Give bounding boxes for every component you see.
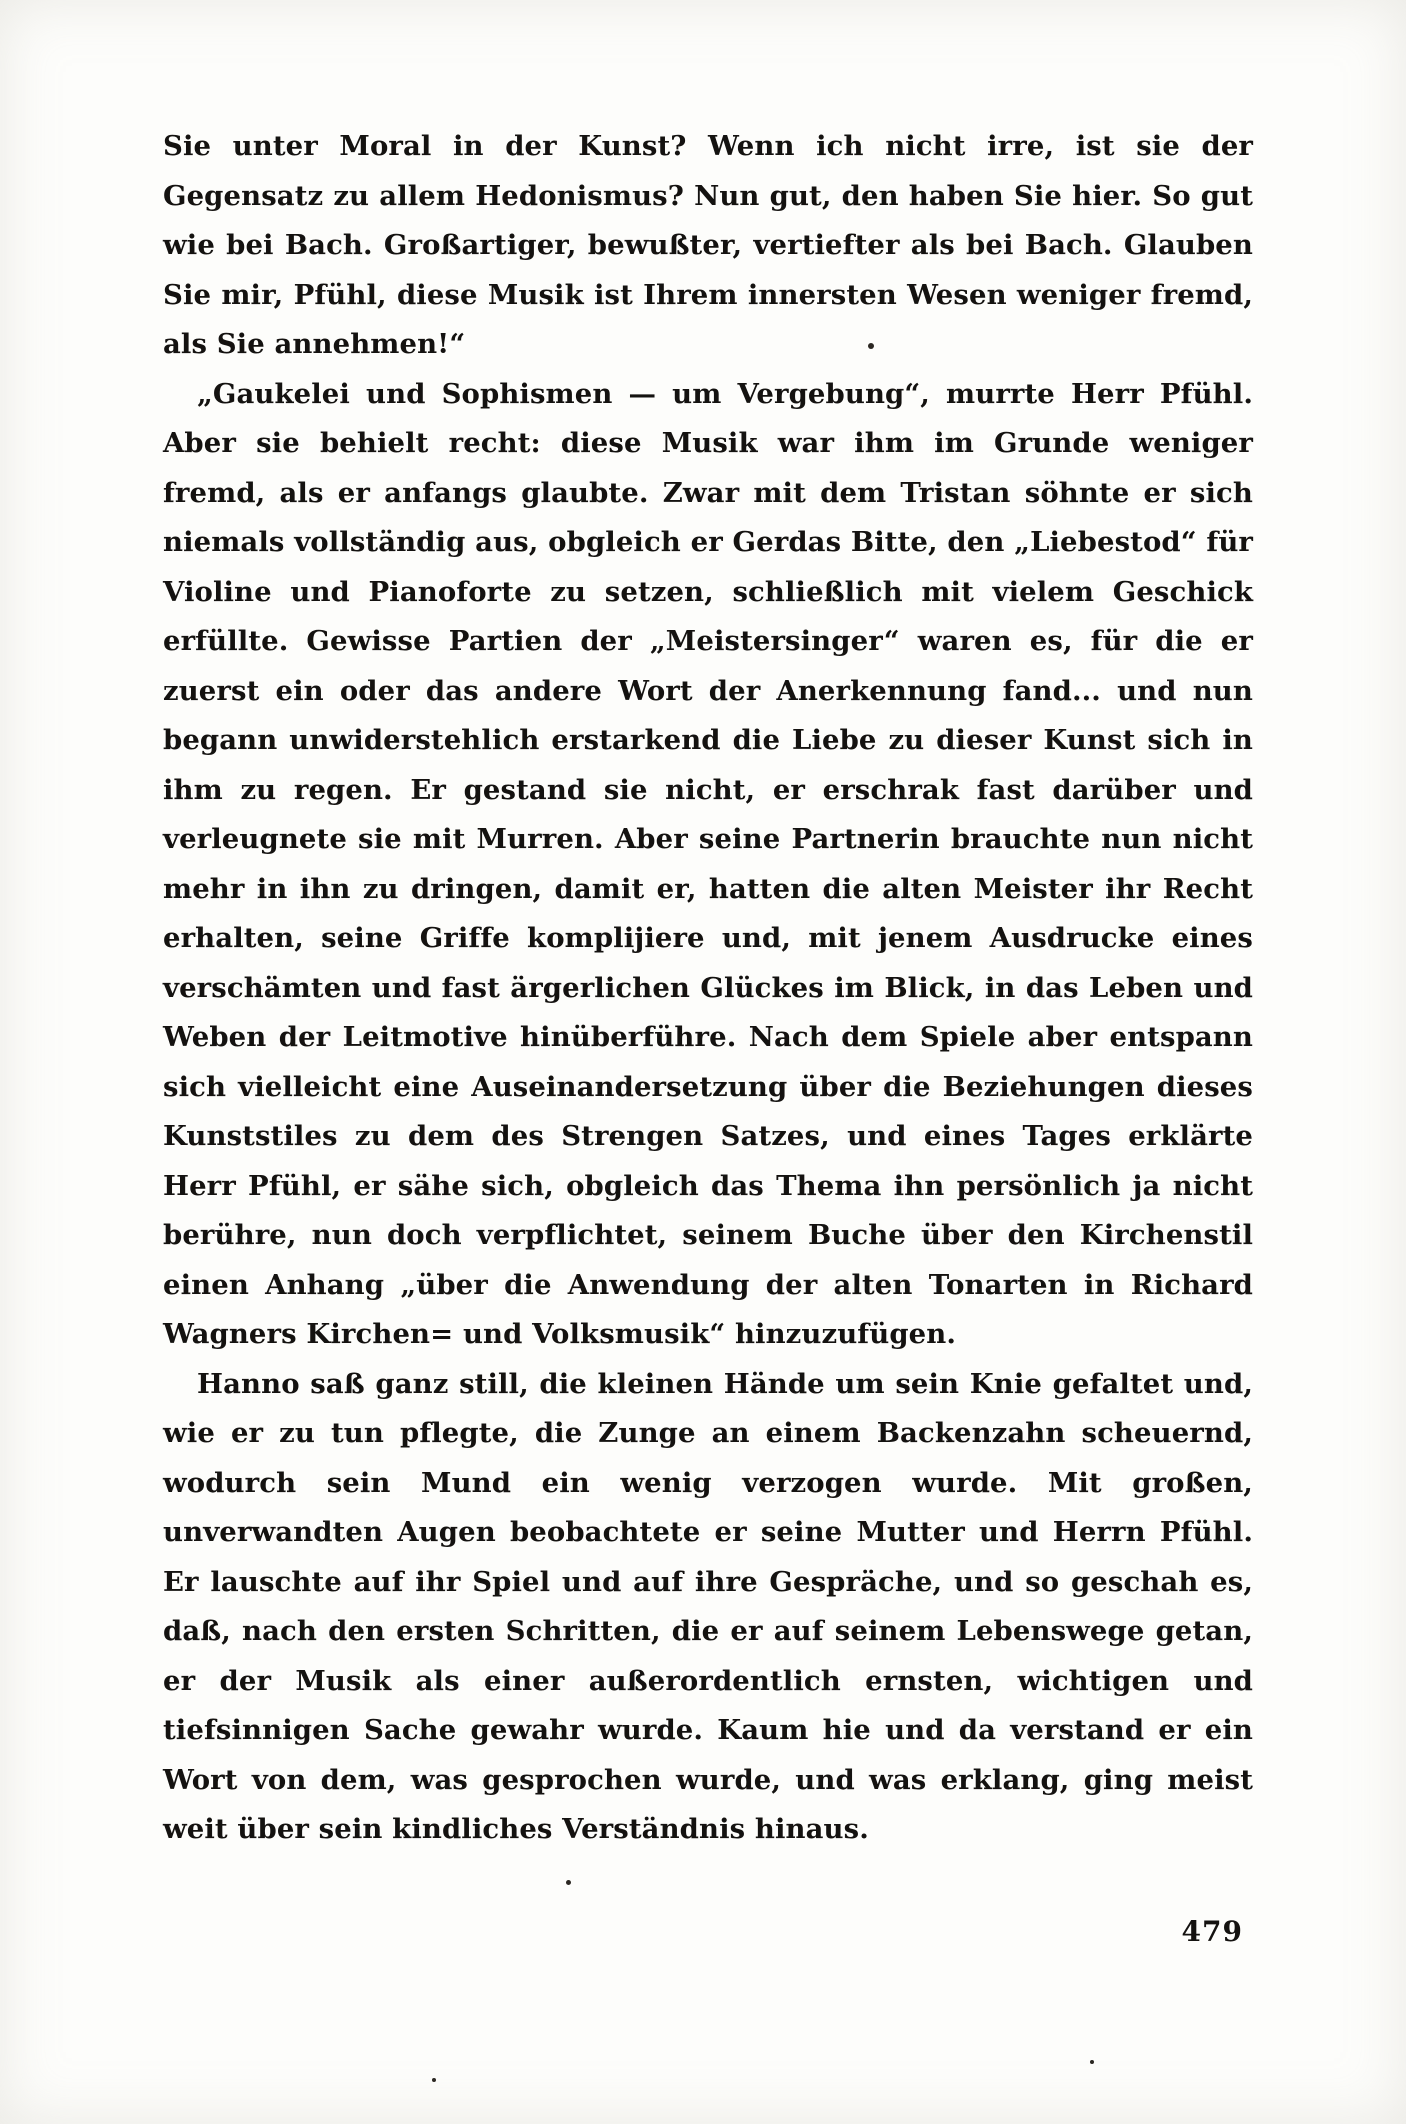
page-number: 479 [1181, 1915, 1243, 1948]
scan-speck [1090, 2060, 1094, 2064]
page-text-block [163, 122, 1253, 1855]
paragraph: Sie unter Moral in der Kunst? Wenn ich nicht irre, ist sie der Gegensatz zu allem Hedonismus? Nun gut, den haben Sie hier. So gut wie bei Bach. Großartiger, bewußter, vertiefter als bei Bach. Glauben Sie mir, Pfühl, diese Musik ist Ihrem innersten Wesen weniger fremd, als Sie annehmen!“ [163, 130, 1253, 360]
scan-speck [868, 343, 874, 349]
paragraph: „Gaukelei und Sophismen — um Vergebung“, murrte Herr Pfühl. Aber sie behielt recht: diese Musik war ihm im Grunde weniger fremd, als er anfangs glaubte. Zwar mit dem Tristan söhnte er sich niemals vollständig aus, obgleich er Gerdas Bitte, den „Liebestod“ für Violine und Pianoforte zu setzen, schließlich mit vielem Geschick erfüllte. Gewisse Partien der „Meistersinger“ waren es, für die er zuerst ein oder das andere Wort der Anerkennung fand... und nun begann unwiderstehlich erstarkend die Liebe zu dieser Kunst sich in ihm zu regen. Er gestand sie nicht, er erschrak fast darüber und verleugnete sie mit Murren. Aber seine Partnerin brauchte nun nicht mehr in ihn zu dringen, damit er, hatten die alten Meister ihr Recht erhalten, seine Griffe komplijiere und, mit jenem Ausdrucke eines verschämten und fast ärgerlichen Glückes im Blick, in das Leben und Weben der Leitmotive hinüberführe. Nach dem Spiele aber entspann sich vielleicht eine Auseinandersetzung über die Beziehungen dieses Kunststiles zu dem des Strengen Satzes, und eines Tages erklärte Herr Pfühl, er sähe sich, obgleich das Thema ihn persönlich ja nicht berühre, nun doch verpflichtet, seinem Buche über den Kirchenstil einen Anhang „über die Anwendung der alten Tonarten in Richard Wagners Kirchen= und Volksmusik“ hinzuzufügen. [163, 377, 1253, 1350]
paragraph: Hanno saß ganz still, die kleinen Hände um sein Knie gefaltet und, wie er zu tun pflegte, die Zunge an einem Backenzahn scheuernd, wodurch sein Mund ein wenig verzogen wurde. Mit großen, unverwandten Augen beobachtete er seine Mutter und Herrn Pfühl. Er lauschte auf ihr Spiel und auf ihre Gespräche, und so geschah es, daß, nach den ersten Schritten, die er auf seinem Lebenswege getan, er der Musik als einer außerordentlich ernsten, wichtigen und tiefsinnigen Sache gewahr wurde. Kaum hie und da verstand er ein Wort von dem, was gesprochen wurde, und was erklang, ging meist weit über sein kindliches Verständnis hinaus. [163, 1367, 1253, 1845]
scan-speck [432, 2078, 436, 2082]
scan-speck [566, 1880, 571, 1885]
